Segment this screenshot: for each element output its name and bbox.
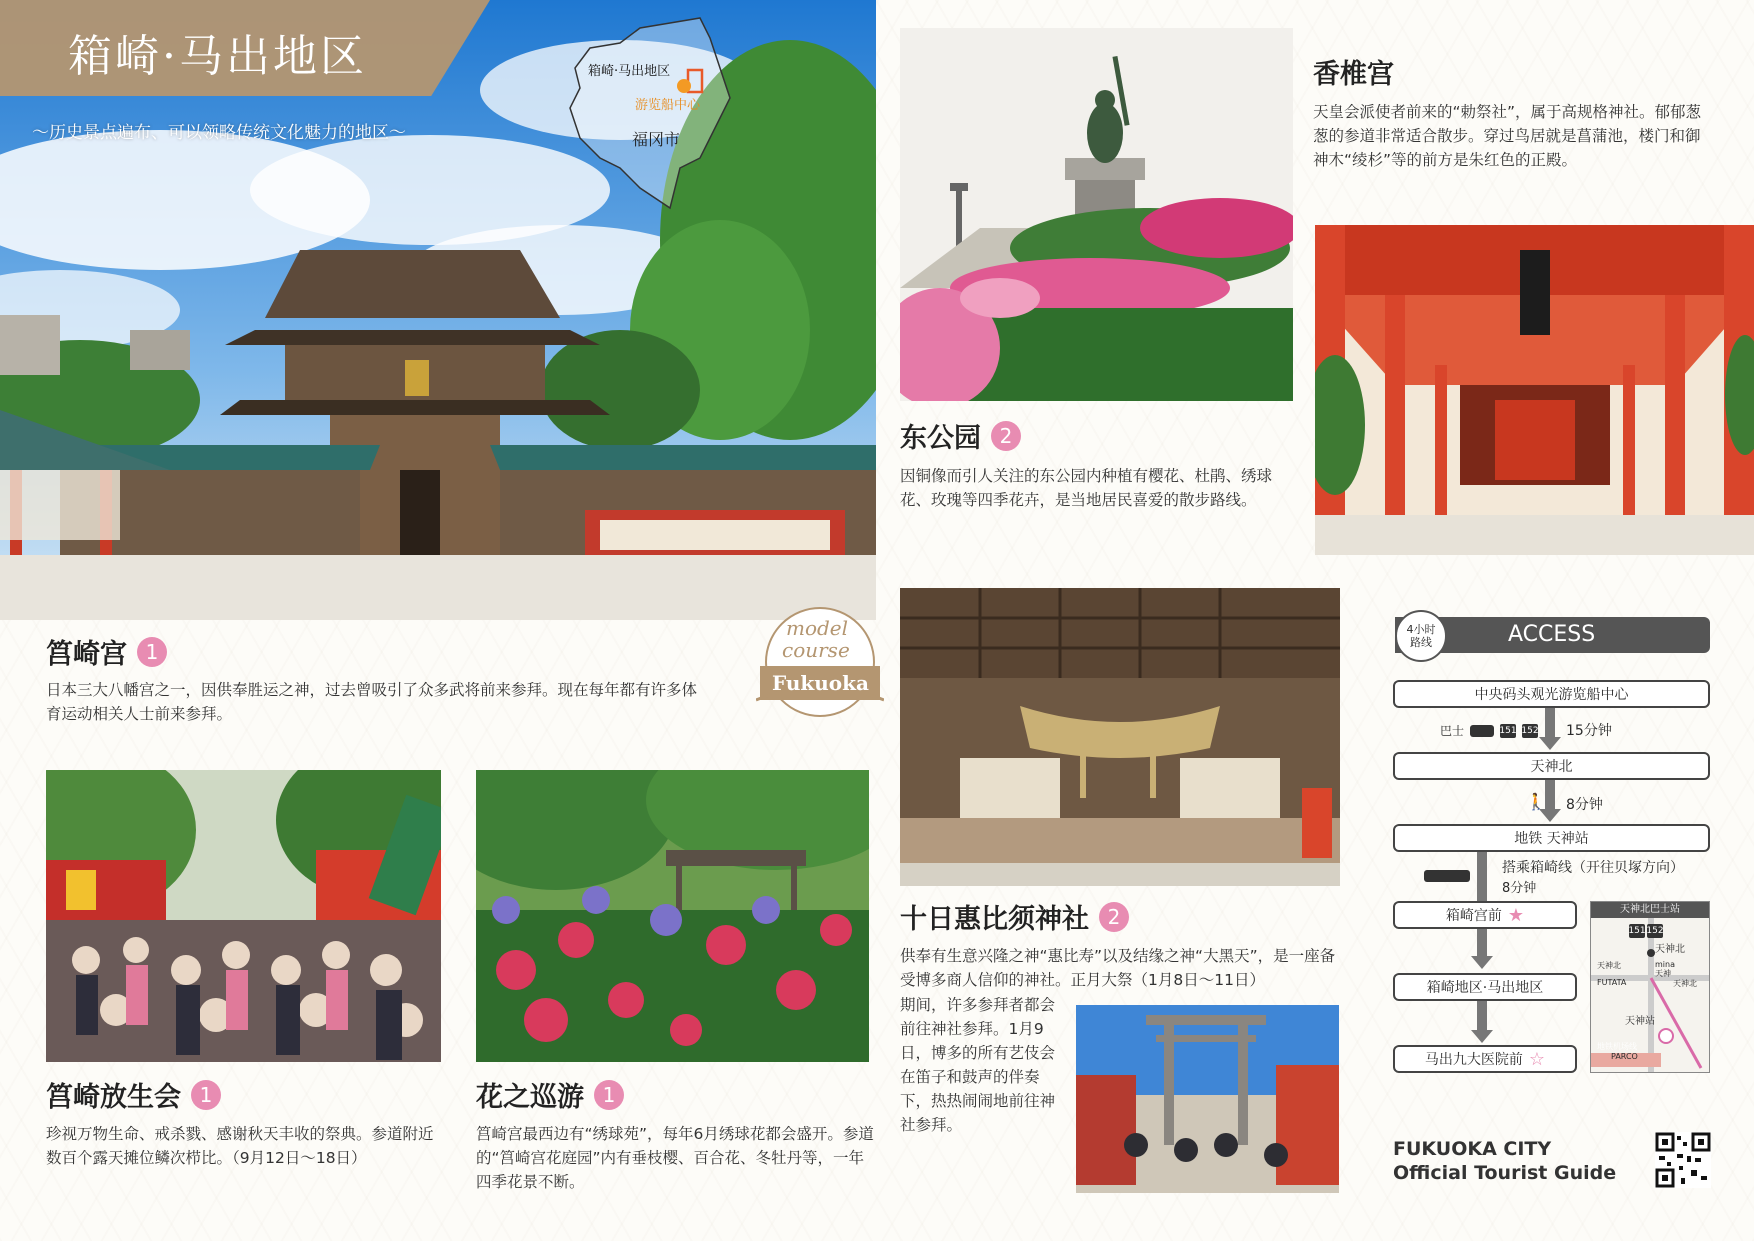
hakozaki-title: 筥崎宫 xyxy=(46,639,127,670)
access-stop-6-label: 马出九大医院前 xyxy=(1424,1052,1523,1068)
kashii-description: 天皇会派使者前来的“勅祭社”，属于高规格神社。郁郁葱葱的参道非常适合散步。穿过鸟居就是菖蒲池，楼门和御神木“绫杉”等的前方是朱红色的正殿。 xyxy=(1313,103,1702,169)
footer-line2: Official Tourist Guide xyxy=(1393,1162,1617,1184)
flowers-number-badge: 1 xyxy=(594,1080,624,1110)
access-leg3-desc: 搭乘箱崎线（开往贝塚方向） xyxy=(1502,860,1684,876)
flowers-photo xyxy=(476,770,869,1062)
access-leg1-time: 15分钟 xyxy=(1566,723,1612,739)
mini-map-route-151: 151 xyxy=(1628,926,1646,936)
access-stop-5 xyxy=(1393,973,1577,1001)
kashii-heading xyxy=(1313,52,1394,91)
access-arrow-3 xyxy=(1477,852,1487,906)
access-stop-5-label: 箱崎地区·马出地区 xyxy=(1426,980,1544,996)
route-152-badge: 152 xyxy=(1521,725,1539,736)
hydrangea-garden-illustration xyxy=(476,770,869,1062)
access-stop-4-label: 箱崎宫前 xyxy=(1445,908,1502,924)
access-arrow-1 xyxy=(1545,708,1555,738)
access-stop-1-label: 中央码头观光游览船中心 xyxy=(1474,687,1629,703)
kashii-title: 香椎宫 xyxy=(1313,59,1394,90)
festival-heading xyxy=(46,1075,221,1114)
route-151-badge: 151 xyxy=(1499,725,1517,736)
access-stop-2-label: 天神北 xyxy=(1530,759,1573,775)
access-stop-4 xyxy=(1393,901,1577,929)
walk-icon: 🚶 xyxy=(1526,792,1546,811)
higashi-park-photo xyxy=(900,28,1293,401)
mini-map-title: 天神北巴士站 xyxy=(1591,902,1709,918)
mini-map-label-1: 天神北 xyxy=(1655,944,1685,955)
access-stop-1 xyxy=(1393,680,1710,708)
star-outline-icon: ☆ xyxy=(1528,1048,1546,1070)
higashi-title: 东公园 xyxy=(900,423,981,454)
qr-code-icon[interactable] xyxy=(1655,1132,1711,1188)
map-city-label: 福冈市 xyxy=(632,130,681,149)
access-stop-2 xyxy=(1393,752,1710,780)
mini-map-label-4: FUTATA xyxy=(1597,978,1627,987)
mini-map-label-3: mina 天神 xyxy=(1655,960,1675,978)
toka-ebisu-photo xyxy=(900,588,1340,886)
bus-icon xyxy=(1470,725,1494,737)
model-course-line2: course xyxy=(782,638,850,662)
subway-icon xyxy=(1424,870,1470,882)
page-subtitle: ～历史景点遍布、可以领略传统文化魅力的地区～ xyxy=(32,123,406,143)
higashi-heading xyxy=(900,416,1021,455)
hakozaki-heading xyxy=(46,632,167,671)
access-badge-line1: 4小时 xyxy=(1406,623,1436,636)
model-course-stamp xyxy=(756,604,884,722)
mini-map-label-5: 天神北 xyxy=(1673,979,1697,988)
festival-photo xyxy=(46,770,441,1062)
torii-gate-illustration xyxy=(1076,1005,1339,1193)
festival-description: 珍视万物生命、戒杀戮、感谢秋天丰收的祭典。参道附近数百个露天摊位鳞次栉比。（9月12日～18日） xyxy=(46,1125,434,1167)
tenjin-mini-map xyxy=(1590,901,1710,1073)
page-title: 箱崎·马出地区 xyxy=(68,31,367,82)
access-leg1-row xyxy=(1440,722,1538,739)
access-leg2-time: 8分钟 xyxy=(1566,797,1603,813)
star-filled-icon: ★ xyxy=(1507,904,1525,926)
vermilion-corridor-illustration xyxy=(1315,225,1754,555)
higashi-description: 因铜像而引人关注的东公园内种植有樱花、杜鹃、绣球花、玫瑰等四季花卉，是当地居民喜爱的散步路线。 xyxy=(900,467,1273,509)
map-pier-label: 游览船中心 xyxy=(635,98,701,113)
access-title: ACCESS xyxy=(1508,622,1596,647)
area-map-inset xyxy=(560,8,760,228)
ebisu-shrine-illustration xyxy=(900,588,1340,886)
mini-map-route-152: 152 xyxy=(1646,926,1664,936)
mini-map-label-6: 天神站 xyxy=(1625,1016,1655,1027)
festival-crowd-illustration xyxy=(46,770,441,1062)
festival-title: 筥崎放生会 xyxy=(46,1082,181,1113)
flowers-description: 筥崎宫最西边有“绣球苑”，每年6月绣球花都会盛开。参道的“筥崎宫花庭园”内有垂枝樱、百合花、冬牡丹等，一年四季花景不断。 xyxy=(476,1125,874,1191)
map-area-label: 箱崎·马出地区 xyxy=(588,64,671,79)
festival-number-badge: 1 xyxy=(191,1080,221,1110)
access-stop-3 xyxy=(1393,824,1710,852)
hakozaki-number-badge: 1 xyxy=(137,637,167,667)
access-stop-3-label: 地铁 天神站 xyxy=(1514,831,1589,847)
higashi-number-badge: 2 xyxy=(991,421,1021,451)
access-leg1-mode: 巴士 xyxy=(1440,724,1465,738)
toka-heading xyxy=(900,897,1129,936)
mini-map-label-2: 天神北 xyxy=(1597,961,1621,970)
access-arrow-2 xyxy=(1545,780,1555,810)
flowers-heading xyxy=(476,1075,624,1114)
fukuoka-city-outline-map xyxy=(560,8,760,228)
access-time-badge xyxy=(1395,610,1447,662)
access-arrow-5 xyxy=(1477,1001,1487,1031)
model-course-line1: model xyxy=(786,616,849,640)
flowers-title: 花之巡游 xyxy=(476,1082,584,1113)
mini-map-label-7: 地铁机场线 xyxy=(1597,1042,1637,1051)
toka-number-badge: 2 xyxy=(1099,902,1129,932)
access-badge-line2: 路线 xyxy=(1410,636,1432,649)
hakozaki-description: 日本三大八幡宫之一，因供奉胜运之神，过去曾吸引了众多武将前来参拜。现在每年都有许多体育运动相关人士前来参拜。 xyxy=(46,681,698,723)
mini-map-label-8: PARCO xyxy=(1611,1052,1638,1061)
qr-code-graphic xyxy=(1655,1132,1711,1188)
kashii-shrine-photo xyxy=(1315,225,1754,555)
toka-title: 十日惠比须神社 xyxy=(900,904,1089,935)
toka-description-side: 期间，许多参拜者都会前往神社参拜。1月9日，博多的所有艺伎会在笛子和鼓声的伴奏下，热热闹闹地前往神社参拜。 xyxy=(900,996,1056,1134)
footer-line1: FUKUOKA CITY xyxy=(1393,1138,1552,1160)
model-course-line3: Fukuoka xyxy=(772,671,869,695)
access-leg3-time: 8分钟 xyxy=(1502,881,1537,896)
toka-torii-photo xyxy=(1076,1005,1339,1193)
access-arrow-4 xyxy=(1477,929,1487,957)
statue-park-illustration xyxy=(900,28,1293,401)
access-stop-6 xyxy=(1393,1045,1577,1073)
toka-description-top: 供奉有生意兴隆之神“惠比寿”以及结缘之神“大黑天”，是一座备受博多商人信仰的神社。正月大祭（1月8日～11日） xyxy=(900,947,1336,989)
